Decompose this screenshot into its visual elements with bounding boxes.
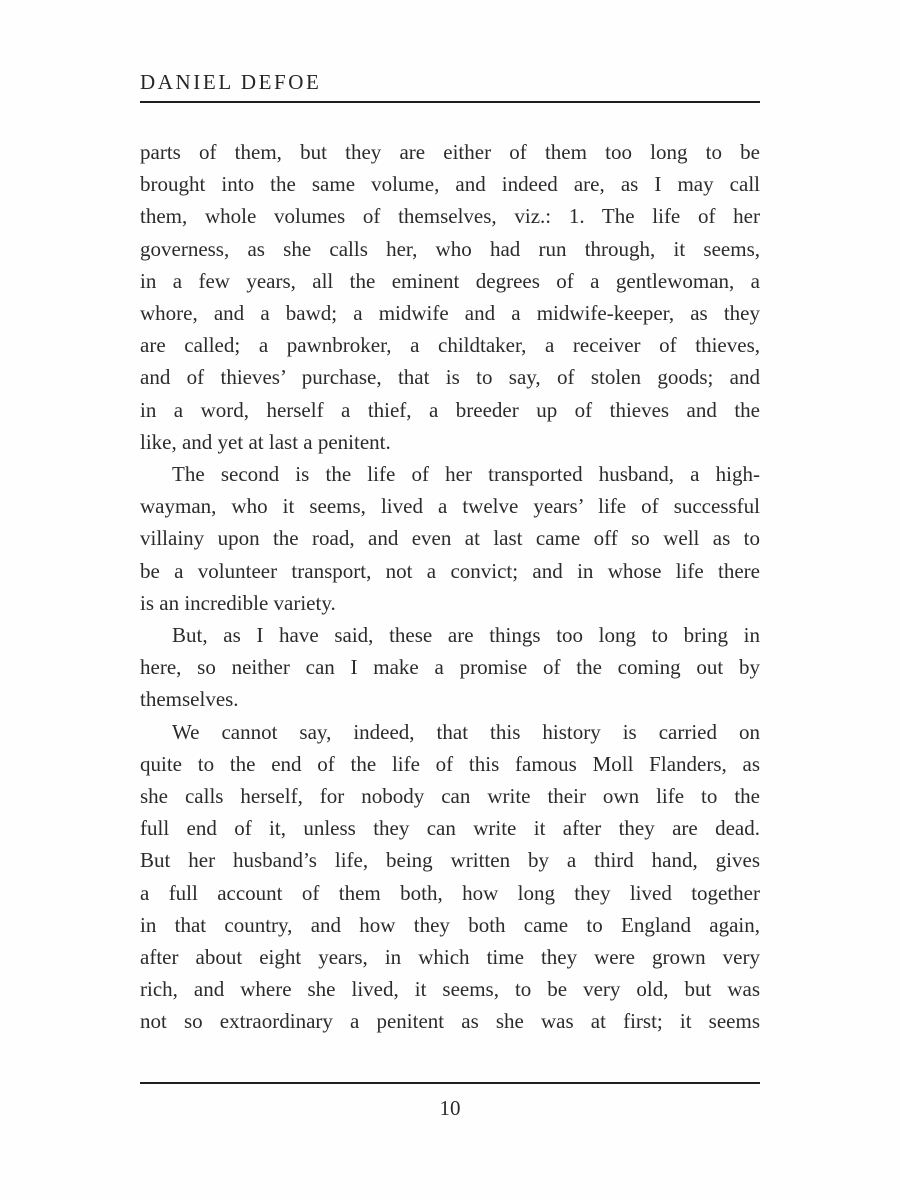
text-line: The second is the life of her transported husband, a high- [172,462,760,487]
text-line: quite to the end of the life of this famous Moll Flanders, as [140,751,760,776]
text-line: brought into the same volume, and indeed are, as I may call [140,172,760,197]
footer-rule [140,1082,760,1084]
text-line: rich, and where she lived, it seems, to be very old, but was [140,977,760,1002]
text-line: here, so neither can I make a promise of the coming out by [140,655,760,680]
text-line: full end of it, unless they can write it after they are dead. [140,816,760,841]
text-line: in a few years, all the eminent degrees of a gentlewoman, a [140,268,760,293]
page-number: 10 [439,1096,461,1120]
text-line: and of thieves’ purchase, that is to say, of stolen goods; and [140,365,760,390]
text-line: villainy upon the road, and even at last came off so well as to [140,526,760,551]
text-line: But, as I have said, these are things too long to bring in [172,623,760,648]
text-line: is an incredible variety. [140,590,336,615]
text-line: parts of them, but they are either of them too long to be [140,140,760,164]
text-line: whore, and a bawd; a midwife and a midwife-keeper, as they [140,301,760,326]
text-line: like, and yet at last a penitent. [140,429,391,454]
text-line: a full account of them both, how long they lived together [140,880,760,905]
text-line: We cannot say, indeed, that this history is carried on [172,719,760,744]
text-line: themselves. [140,687,239,712]
text-line: she calls herself, for nobody can write their own life to the [140,784,760,809]
text-line: be a volunteer transport, not a convict; and in whose life there [140,558,760,583]
text-line: But her husband’s life, being written by a third hand, gives [140,848,760,873]
text-line: not so extraordinary a penitent as she was at first; it seems [140,1009,760,1034]
text-line: are called; a pawnbroker, a childtaker, a receiver of thieves, [140,333,760,358]
paragraph [140,716,760,1038]
paragraph [140,619,760,716]
paragraph [140,136,760,458]
page-header-author: DANIEL DEFOE [140,70,322,94]
header-rule [140,101,760,103]
paragraph [140,458,760,619]
text-line: them, whole volumes of themselves, viz.: 1. The life of her [140,204,760,229]
text-line: governess, as she calls her, who had run through, it seems, [140,236,760,261]
running-header [140,70,760,103]
page-body-text [140,136,760,1038]
text-line: in a word, herself a thief, a breeder up of thieves and the [140,397,760,422]
text-line: wayman, who it seems, lived a twelve years’ life of successful [140,494,760,519]
text-line: in that country, and how they both came to England again, [140,912,760,937]
text-line: after about eight years, in which time they were grown very [140,945,760,970]
